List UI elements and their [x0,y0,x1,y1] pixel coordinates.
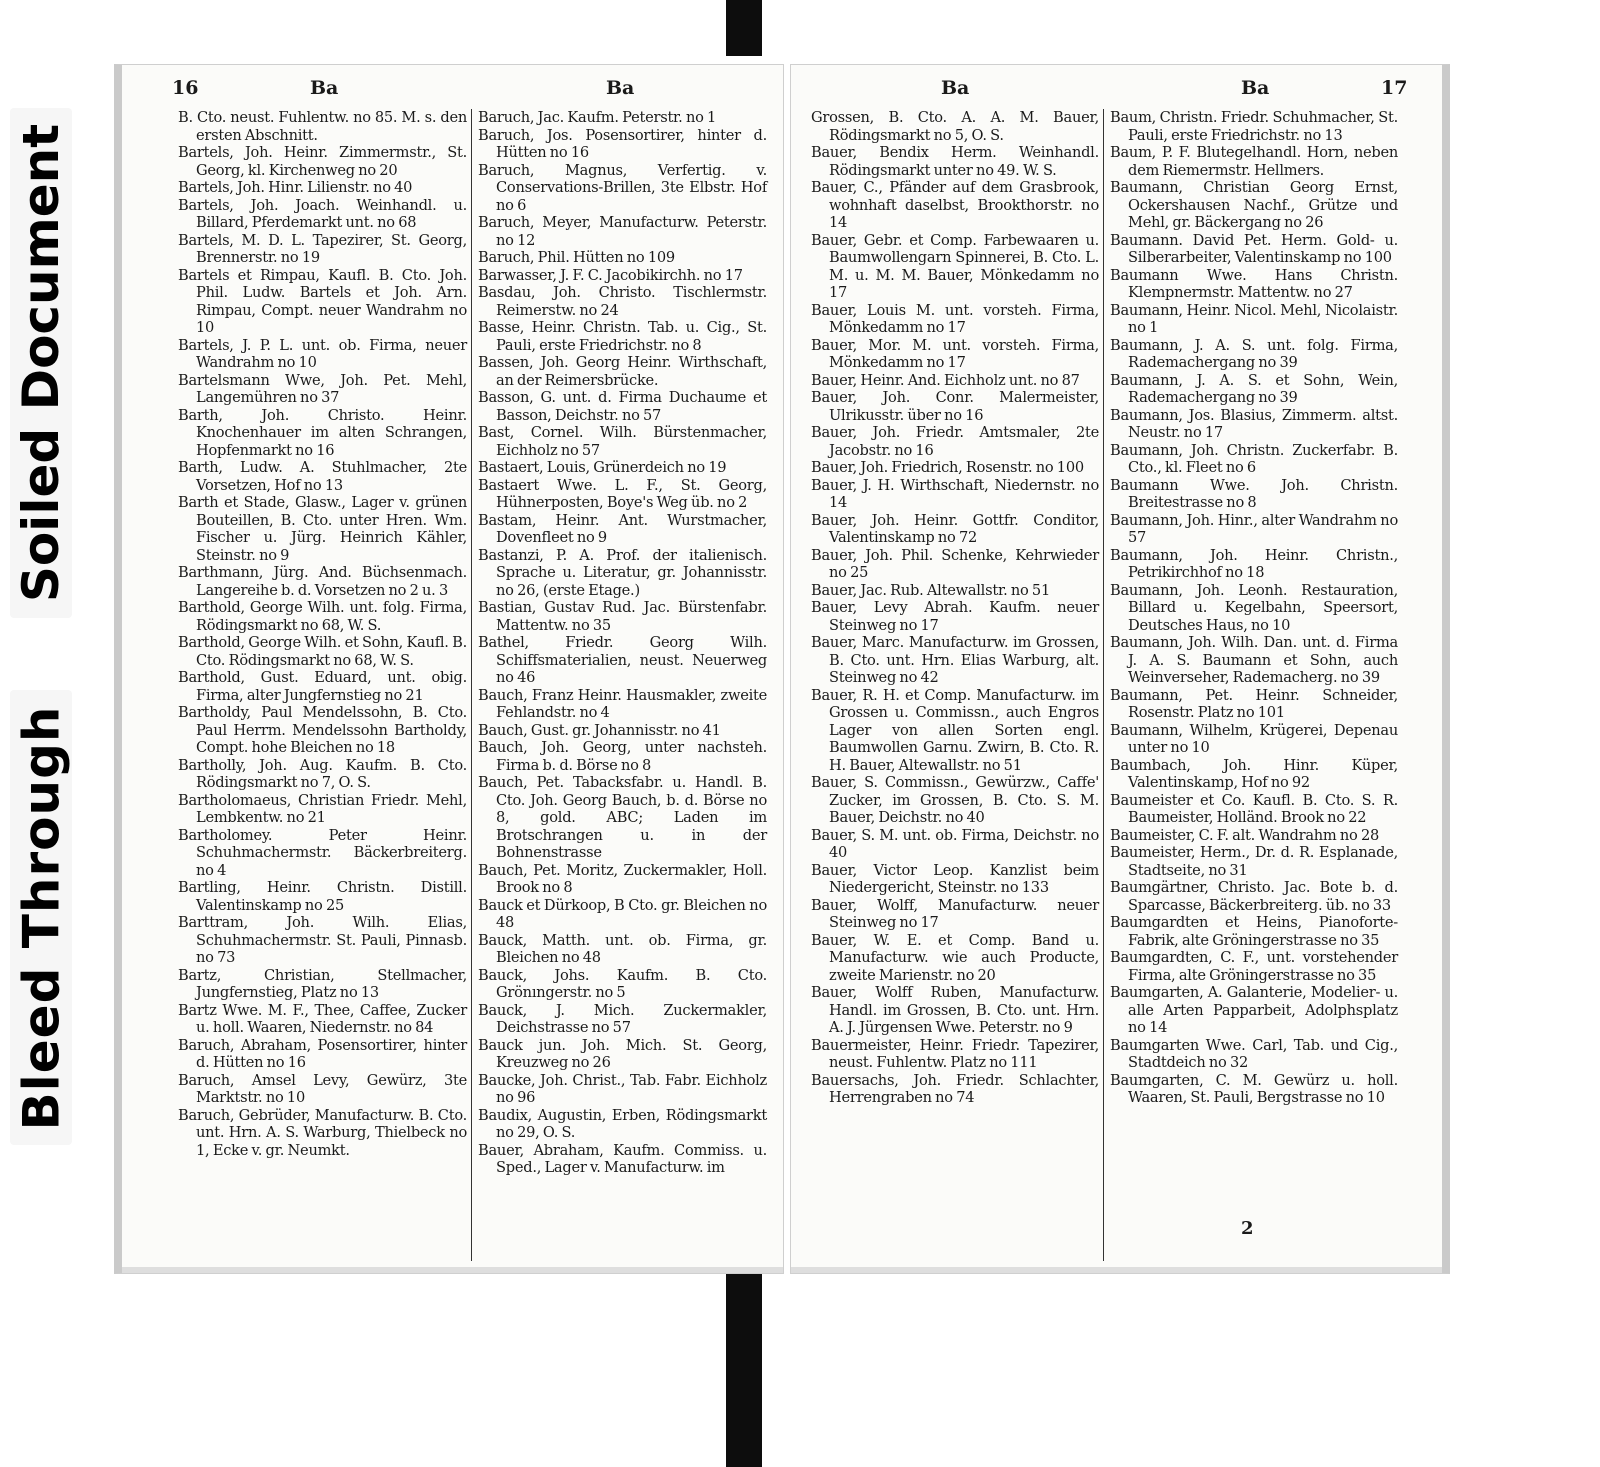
directory-entry: Baudix, Augustin, Erben, Rödingsmarkt no 29, O. S. [478,1106,767,1141]
directory-entry: Baumann. David Pet. Herm. Gold- u. Silberarbeiter, Valentinskamp no 100 [1110,231,1398,266]
directory-entry: Baruch, Magnus, Verfertig. v. Conservations-Brillen, 3te Elbstr. Hof no 6 [478,161,767,214]
directory-entry: Bartz, Christian, Stellmacher, Jungfernstieg, Platz no 13 [178,966,467,1001]
directory-entry: Bartelsmann Wwe, Joh. Pet. Mehl, Langemühren no 37 [178,371,467,406]
directory-entry: Bauch, Pet. Tabacksfabr. u. Handl. B. Cto. Joh. Georg Bauch, b. d. Börse no 8, gold. ABC; Laden im Brotschrangen u. in der Bohnenstrasse [478,774,767,861]
directory-entry: Bauer, R. H. et Comp. Manufacturw. im Grossen u. Commissn., auch Engros Lager von allen Sorten engl. Baumwollen Garnu. Zwirn, B. Cto. R. H. Bauer, Altewallstr. no 51 [811,686,1099,774]
soiled-document-text: Soiled Document [12,123,71,603]
directory-entry: Bauer, Victor Leop. Kanzlist beim Niedergericht, Steinstr. no 133 [811,861,1099,896]
directory-entry: Barth, Joh. Christo. Heinr. Knochenhauer im alten Schrangen, Hopfenmarkt no 16 [178,406,467,459]
directory-entry: Basson, G. unt. d. Firma Duchaume et Basson, Deichstr. no 57 [478,389,767,424]
directory-entry: Bastam, Heinr. Ant. Wurstmacher, Dovenfleet no 9 [478,511,767,546]
directory-entry: Baruch, Phil. Hütten no 109 [478,249,675,266]
directory-entry: Bartholomaeus, Christian Friedr. Mehl, Lembkentw. no 21 [178,791,467,826]
directory-entry: Bauck, Johs. Kaufm. B. Cto. Grönıngerstr. no 5 [478,966,767,1001]
page-number: 16 [172,77,199,99]
directory-entry: Baumann, Joh. Wilh. Dan. unt. d. Firma J. A. S. Baumann et Sohn, auch Weinverseher, Rademacherg. no 39 [1110,634,1398,686]
left-page-header [122,77,783,107]
directory-entry: Bauer, Heinr. And. Eichholz unt. no 87 [811,371,1080,389]
directory-entry: Bartels et Rimpau, Kaufl. B. Cto. Joh. Phil. Ludw. Bartels et Joh. Arn. Rimpau, Compt. neuer Wandrahm no 10 [178,266,467,336]
directory-entry: Bauer, Wolff Ruben, Manufacturw. Handl. im Grossen, B. Cto. unt. Hrn. A. J. Jürgensen Wwe. Peterstr. no 9 [811,984,1099,1036]
page-number: 17 [1381,77,1408,99]
directory-entry: Bartz Wwe. M. F., Thee, Caffee, Zucker u. holl. Waaren, Niedernstr. no 84 [178,1001,467,1036]
directory-entry: Baumann, Joh. Leonh. Restauration, Billard u. Kegelbahn, Speersort, Deutsches Haus, no 10 [1110,581,1398,634]
directory-entry: Bauch, Pet. Moritz, Zuckermakler, Holl. Brook no 8 [478,861,767,896]
directory-entry: Bauer, Gebr. et Comp. Farbewaaren u. Baumwollengarn Spinnerei, B. Cto. L. M. u. M. M. Bauer, Mönkedamm no 17 [811,231,1099,301]
directory-entry: Baumann, J. A. S. unt. folg. Firma, Rademachergang no 39 [1110,336,1398,371]
directory-entry: Baumann, Christian Georg Ernst, Ockershausen Nachf., Grütze und Mehl, gr. Bäckergang no 26 [1110,179,1398,231]
directory-entry: Bauer, Joh. Friedrich, Rosenstr. no 100 [811,459,1084,476]
directory-entry: Bauer, J. H. Wirthschaft, Niedernstr. no 14 [811,476,1099,511]
running-head: Ba [1241,77,1270,99]
directory-entry: Baumgardten, C. F., unt. vorstehender Firma, alte Gröningerstrasse no 35 [1110,949,1398,984]
directory-entry: Bauer, Mor. M. unt. vorsteh. Firma, Mönkedamm no 17 [811,336,1099,371]
directory-entry: Bartels, J. P. L. unt. ob. Firma, neuer Wandrahm no 10 [178,336,467,371]
directory-entry: Bauer, S. Commissn., Gewürzw., Caffe' Zucker, im Grossen, B. Cto. S. M. Bauer, Deichstr. no 40 [811,774,1099,826]
bleed-through-label [10,690,72,1145]
directory-entry: Barwasser, J. F. C. Jacobikirchh. no 17 [478,266,743,284]
directory-entry: Baum, Christn. Friedr. Schuhmacher, St. Pauli, erste Friedrichstr. no 13 [1110,109,1398,144]
directory-entry: Bartholdy, Paul Mendelssohn, B. Cto. Paul Herrm. Mendelssohn Bartholdy, Compt. hohe Bleichen no 18 [178,704,467,756]
directory-entry: Bastanzi, P. A. Prof. der italienisch. Sprache u. Literatur, gr. Johannisstr. no 26, (erste Etage.) [478,546,767,599]
directory-entry: Bauch, Gust. gr. Johannisstr. no 41 [478,721,721,739]
bleed-through-text: Bleed Through [12,705,70,1130]
directory-entry: Baumeister et Co. Kaufl. B. Cto. S. R. Baumeister, Holländ. Brook no 22 [1110,791,1398,826]
directory-entry: Bauer, Louis M. unt. vorsteh. Firma, Mönkedamm no 17 [811,301,1099,336]
right-page [790,64,1450,1274]
directory-entry: Bastian, Gustav Rud. Jac. Bürstenfabr. Mattentw. no 35 [478,599,767,634]
directory-entry: Bartholomey. Peter Heinr. Schuhmachermstr. Bäckerbreiterg. no 4 [178,826,467,879]
directory-entry: Bartels, Joh. Heinr. Zimmermstr., St. Georg, kl. Kirchenweg no 20 [178,144,467,179]
directory-entry: Bauer, S. M. unt. ob. Firma, Deichstr. no 40 [811,826,1099,861]
directory-entry: Barthmann, Jürg. And. Büchsenmach. Langereihe b. d. Vorsetzen no 2 u. 3 [178,564,467,599]
directory-entry: Baruch, Jac. Kaufm. Peterstr. no 1 [478,109,717,126]
directory-entry: Bathel, Friedr. Georg Wilh. Schiffsmaterialien, neust. Neuerweg no 46 [478,634,767,686]
directory-entry: Bauck et Dürkoop, B Cto. gr. Bleichen no 48 [478,896,767,931]
directory-entry: Bauer, C., Pfänder auf dem Grasbrook, wohnhaft daselbst, Brookthorstr. no 14 [811,179,1099,231]
directory-entry: Barttram, Joh. Wilh. Elias, Schuhmachermstr. St. Pauli, Pinnasb. no 73 [178,914,467,966]
right-page-header [791,77,1442,107]
directory-entry: B. Cto. neust. Fuhlentw. no 85. M. s. den ersten Abschnitt. [178,109,467,144]
page-shadow [791,1267,1442,1273]
directory-entry: Bast, Cornel. Wilh. Bürstenmacher, Eichholz no 57 [478,424,767,459]
directory-entry: Baumgarten Wwe. Carl, Tab. und Cig., Stadtdeich no 32 [1110,1036,1398,1071]
directory-entry: Bartling, Heinr. Christn. Distill. Valentinskamp no 25 [178,879,467,914]
directory-entry: Baruch, Jos. Posensortirer, hinter d. Hütten no 16 [478,126,767,161]
directory-entry: Bauer, Joh. Friedr. Amtsmaler, 2te Jacobstr. no 16 [811,424,1099,459]
directory-entry: Bauch, Franz Heinr. Hausmakler, zweite Fehlandstr. no 4 [478,686,767,721]
directory-entry: Grossen, B. Cto. A. A. M. Bauer, Rödingsmarkt no 5, O. S. [811,109,1099,144]
directory-entry: Bauch, Joh. Georg, unter nachsteh. Firma b. d. Börse no 8 [478,739,767,774]
directory-entry: Baumann, Pet. Heinr. Schneider, Rosenstr. Platz no 101 [1110,686,1398,721]
directory-entry: Baumann, Heinr. Nicol. Mehl, Nicolaistr. no 1 [1110,301,1398,336]
soiled-document-label [10,108,72,618]
directory-entry: Bauer, Wolff, Manufacturw. neuer Steinweg no 17 [811,896,1099,931]
directory-entry: Bastaert, Louis, Grünerdeich no 19 [478,459,727,476]
directory-entry: Bauersachs, Joh. Friedr. Schlachter, Herrengraben no 74 [811,1071,1099,1106]
directory-entry: Baruch, Abraham, Posensortirer, hinter d. Hütten no 16 [178,1036,467,1071]
running-head: Ba [941,77,970,99]
directory-entry: Bartels, Joh. Hinr. Lilienstr. no 40 [178,179,413,196]
directory-entry: Bartholly, Joh. Aug. Kaufm. B. Cto. Rödingsmarkt no 7, O. S. [178,756,467,791]
directory-entry: Bartels, M. D. L. Tapezirer, St. Georg, Brennerstr. no 19 [178,231,467,266]
directory-entry: Baumgarten, A. Galanterie, Modelier- u. alle Arten Papparbeit, Adolphsplatz no 14 [1110,984,1398,1036]
directory-entry: Baumann Wwe. Hans Christn. Klempnermstr. Mattentw. no 27 [1110,266,1398,301]
column [471,109,771,1261]
directory-entry: Bauer, Levy Abrah. Kaufm. neuer Steinweg no 17 [811,599,1099,634]
directory-entry: Bauer, Marc. Manufacturw. im Grossen, B. Cto. unt. Hrn. Elias Warburg, alt. Steinweg no 42 [811,634,1099,686]
directory-entry: Baumeister, Herm., Dr. d. R. Esplanade, Stadtseite, no 31 [1110,844,1398,879]
directory-entry: Baumeister, C. F. alt. Wandrahm no 28 [1110,826,1380,844]
folio-mark: 2 [1241,1218,1254,1239]
directory-entry: Bauer, Jac. Rub. Altewallstr. no 51 [811,581,1051,599]
directory-entry: Baruch, Meyer, Manufacturw. Peterstr. no 12 [478,214,767,249]
directory-entry: Basse, Heinr. Christn. Tab. u. Cig., St. Pauli, erste Friedrichstr. no 8 [478,319,767,354]
left-page [114,64,784,1274]
directory-entry: Bauermeister, Heinr. Friedr. Tapezirer, neust. Fuhlentw. Platz no 111 [811,1036,1099,1071]
directory-entry: Baruch, Amsel Levy, Gewürz, 3te Marktstr. no 10 [178,1071,467,1106]
directory-entry: Bauer, Abraham, Kaufm. Commiss. u. Sped., Lager v. Manufacturw. im [478,1141,767,1176]
directory-entry: Baumgärtner, Christo. Jac. Bote b. d. Sparcasse, Bäckerbreiterg. üb. no 33 [1110,879,1398,914]
directory-entry: Baumann, Wilhelm, Krügerei, Depenau unter no 10 [1110,721,1398,756]
directory-entry: Bauck jun. Joh. Mich. St. Georg, Kreuzweg no 26 [478,1036,767,1071]
directory-entry: Baruch, Gebrüder, Manufacturw. B. Cto. unt. Hrn. A. S. Warburg, Thielbeck no 1, Ecke v. gr. Neumkt. [178,1106,467,1159]
directory-entry: Barth et Stade, Glasw., Lager v. grünen Bouteillen, B. Cto. unter Hren. Wm. Fischer u. Jürg. Heinrich Kähler, Steinstr. no 9 [178,494,467,564]
page-shadow [122,1267,783,1273]
directory-entry: Bauer, Joh. Phil. Schenke, Kehrwieder no 25 [811,546,1099,581]
directory-entry: Barth, Ludw. A. Stuhlmacher, 2te Vorsetzen, Hof no 13 [178,459,467,494]
directory-entry: Bauer, Joh. Heinr. Gottfr. Conditor, Valentinskamp no 72 [811,511,1099,546]
running-head: Ba [606,77,635,99]
directory-entry: Bauck, Matth. unt. ob. Firma, gr. Bleichen no 48 [478,931,767,966]
directory-entry: Barthold, George Wilh. et Sohn, Kaufl. B. Cto. Rödingsmarkt no 68, W. S. [178,634,467,669]
directory-entry: Bauer, W. E. et Comp. Band u. Manufacturw. wie auch Producte, zweite Marienstr. no 20 [811,931,1099,984]
directory-entry: Basdau, Joh. Christo. Tischlermstr. Reimerstw. no 24 [478,284,767,319]
directory-entry: Baumgardten et Heins, Pianoforte-Fabrik, alte Gröningerstrasse no 35 [1110,914,1398,949]
column [172,109,471,1261]
directory-entry: Bartels, Joh. Joach. Weinhandl. u. Billard, Pferdemarkt unt. no 68 [178,196,467,231]
directory-entry: Baumgarten, C. M. Gewürz u. holl. Waaren, St. Pauli, Bergstrasse no 10 [1110,1071,1398,1106]
directory-entry: Bassen, Joh. Georg Heinr. Wirthschaft, an der Reimersbrücke. [478,354,767,389]
column [1103,109,1402,1261]
directory-entry: Baucke, Joh. Christ., Tab. Fabr. Eichholz no 96 [478,1071,767,1106]
directory-entry: Baumann, Joh. Heinr. Christn., Petrikirchhof no 18 [1110,546,1398,581]
directory-entry: Baumann, Joh. Christn. Zuckerfabr. B. Cto., kl. Fleet no 6 [1110,441,1398,476]
right-page-columns [805,109,1402,1261]
directory-entry: Barthold, George Wilh. unt. folg. Firma, Rödingsmarkt no 68, W. S. [178,599,467,634]
column [805,109,1103,1261]
directory-entry: Barthold, Gust. Eduard, unt. obig. Firma, alter Jungfernstieg no 21 [178,669,467,704]
directory-entry: Bauck, J. Mich. Zuckermakler, Deichstrasse no 57 [478,1001,767,1036]
directory-entry: Bastaert Wwe. L. F., St. Georg, Hühnerposten, Boye's Weg üb. no 2 [478,476,767,511]
running-head: Ba [310,77,339,99]
directory-entry: Baumann, J. A. S. et Sohn, Wein, Rademachergang no 39 [1110,371,1398,406]
directory-entry: Baumann, Joh. Hinr., alter Wandrahm no 57 [1110,511,1398,546]
directory-entry: Baumann Wwe. Joh. Christn. Breitestrasse no 8 [1110,476,1398,511]
directory-entry: Bauer, Bendix Herm. Weinhandl. Rödingsmarkt unter no 49. W. S. [811,144,1099,179]
directory-entry: Bauer, Joh. Conr. Malermeister, Ulrikusstr. über no 16 [811,389,1099,424]
directory-entry: Baum, P. F. Blutegelhandl. Horn, neben dem Riemermstr. Hellmers. [1110,144,1398,179]
directory-entry: Baumbach, Joh. Hinr. Küper, Valentinskamp, Hof no 92 [1110,756,1398,791]
left-page-columns [172,109,771,1261]
directory-entry: Baumann, Jos. Blasius, Zimmerm. altst. Neustr. no 17 [1110,406,1398,441]
